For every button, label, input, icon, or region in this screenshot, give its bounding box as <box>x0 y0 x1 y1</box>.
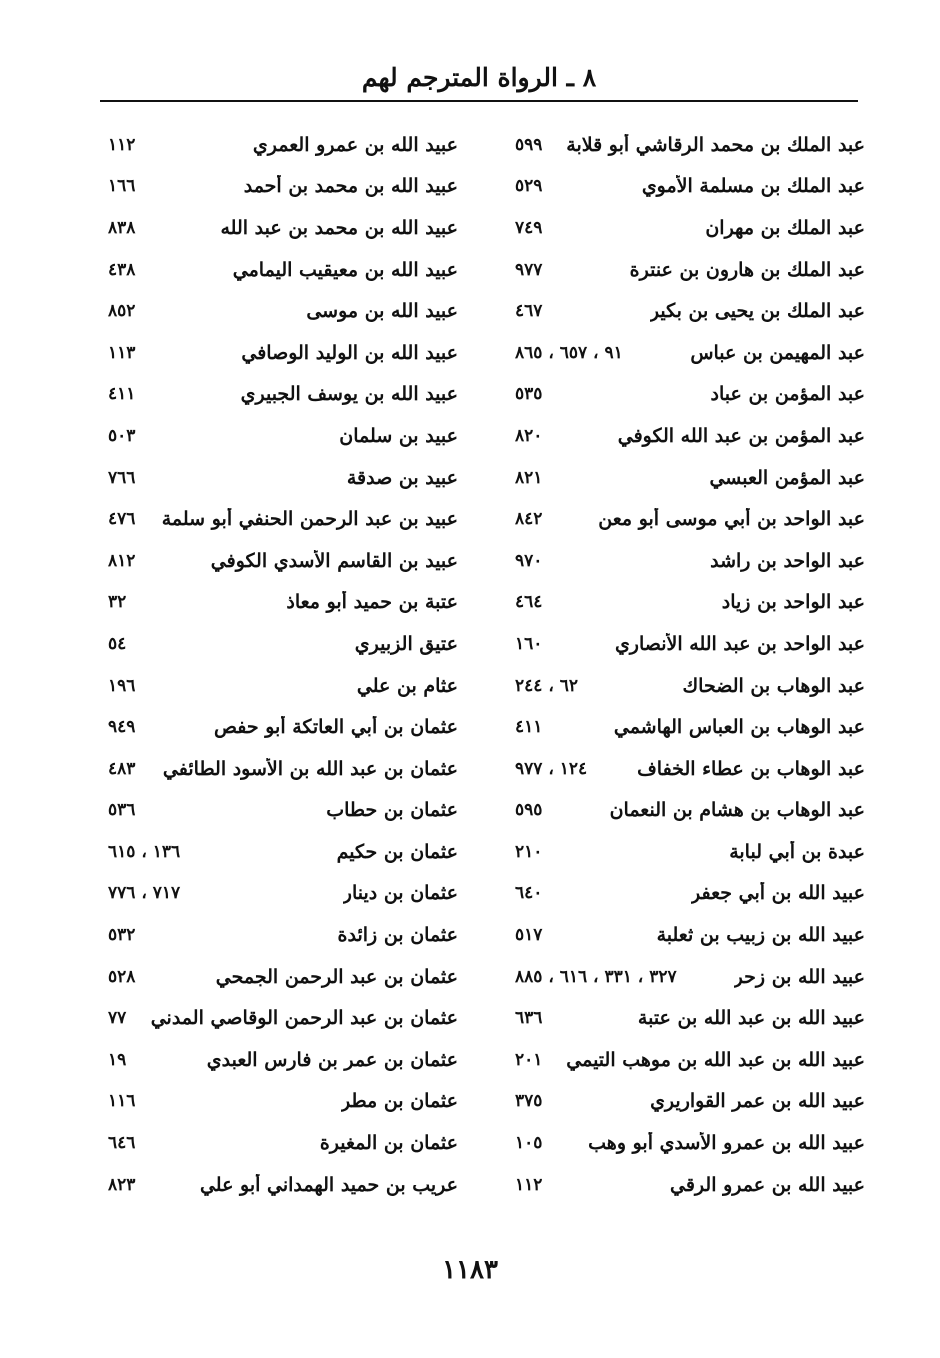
index-entry <box>108 374 458 416</box>
narrator-name: عبد الوهاب بن هشام بن النعمان <box>609 799 865 822</box>
page-references: ٨١٢ <box>108 550 136 571</box>
left-column <box>108 124 458 1205</box>
page-references: ٢١٠ <box>515 841 543 862</box>
page-references: ٥٣٦ <box>108 800 136 821</box>
index-entry <box>108 873 458 915</box>
narrator-name: عبد الملك بن محمد الرقاشي أبو قلابة <box>566 133 865 156</box>
page-references: ٤١١ <box>515 717 543 738</box>
page-references: ٥٩٩ <box>515 134 543 155</box>
index-entry <box>108 498 458 540</box>
index-entry <box>108 290 458 332</box>
index-entry <box>108 956 458 998</box>
narrator-name: عبد المؤمن بن عباد <box>710 383 865 406</box>
page-references: ٩٧٧ <box>515 259 543 280</box>
narrator-name: عبيد الله بن أبي جعفر <box>691 882 865 905</box>
page-references: ٥٩٥ <box>515 800 543 821</box>
page-references: ٨٢٠ <box>515 425 543 446</box>
narrator-name: عبد الواحد بن أبي موسى أبو معن <box>598 508 865 531</box>
narrator-name: عثمان بن حكيم <box>336 840 458 863</box>
index-entry <box>515 665 865 707</box>
narrator-name: عثمان بن زائدة <box>337 924 458 947</box>
index-entry <box>108 706 458 748</box>
index-entry <box>515 956 865 998</box>
index-entry <box>515 914 865 956</box>
page-references: ٨٤٢ <box>515 509 543 530</box>
narrator-name: عبيد الله بن يوسف الجبيري <box>240 383 458 406</box>
page-references: ٥٢٩ <box>515 176 543 197</box>
index-entry <box>515 790 865 832</box>
narrator-name: عريب بن حميد الهمداني أبو علي <box>199 1173 458 1196</box>
narrator-name: عثمان بن عمر بن فارس العبدي <box>206 1048 458 1071</box>
page-references: ٢٠١ <box>515 1049 543 1070</box>
narrator-name: عبد الوهاب بن الضحاك <box>682 674 865 697</box>
page-references: ٧١٧ ، ٧٧٦ <box>108 883 181 904</box>
index-entry <box>515 207 865 249</box>
page-references: ١٩٦ <box>108 675 136 696</box>
narrator-name: عتيق الزبيري <box>354 632 458 655</box>
page-references: ٩٧٠ <box>515 550 543 571</box>
index-entry <box>108 415 458 457</box>
page-references: ١٠٥ <box>515 1133 543 1154</box>
index-entry <box>515 290 865 332</box>
narrator-name: عبد المهيمن بن عباس <box>690 341 865 364</box>
index-entry <box>515 748 865 790</box>
index-entry <box>515 249 865 291</box>
page-references: ٣٧٥ <box>515 1091 543 1112</box>
index-entry <box>108 1164 458 1206</box>
page-references: ٦٤٦ <box>108 1133 136 1154</box>
index-entry <box>108 665 458 707</box>
narrator-name: عبدة بن أبي لبابة <box>729 840 865 863</box>
index-entry <box>108 748 458 790</box>
index-entry <box>515 166 865 208</box>
page-number: ١١٨٣ <box>442 1255 498 1285</box>
page-references: ٤٦٤ <box>515 592 543 613</box>
index-entry <box>108 249 458 291</box>
page-references: ٤٧٦ <box>108 509 136 530</box>
index-entry <box>108 997 458 1039</box>
page-references: ٥١٧ <box>515 925 543 946</box>
page-references: ٦٤٠ <box>515 883 543 904</box>
narrator-name: عبد المؤمن بن عبد الله الكوفي <box>617 424 865 447</box>
index-entry <box>515 623 865 665</box>
index-entry <box>108 1122 458 1164</box>
index-entry <box>515 873 865 915</box>
narrator-name: عبيد الله بن زبيب بن ثعلبة <box>656 924 865 947</box>
narrator-name: عبد الملك بن يحيى بن بكير <box>649 300 865 323</box>
narrator-name: عتبة بن حميد أبو معاذ <box>286 591 458 614</box>
narrator-name: عبد الوهاب بن عطاء الخفاف <box>637 757 865 780</box>
page-references: ٤٨٣ <box>108 758 136 779</box>
narrator-name: عبيد الله بن عمر القواريري <box>650 1090 865 1113</box>
narrator-name: عبد الواحد بن عبد الله الأنصاري <box>614 632 865 655</box>
narrator-name: عثمان بن عبد الرحمن الوقاصي المدني <box>150 1007 458 1030</box>
page-references: ٦٢ ، ٢٤٤ <box>515 675 578 696</box>
index-entry <box>515 457 865 499</box>
index-entry <box>515 582 865 624</box>
narrator-name: عثمان بن عبد الله بن الأسود الطائفي <box>162 757 458 780</box>
index-entry <box>108 540 458 582</box>
index-entry <box>515 831 865 873</box>
index-entry <box>515 1122 865 1164</box>
narrator-name: عبد الوهاب بن العباس الهاشمي <box>613 716 865 739</box>
narrator-name: عبيد الله بن الوليد الوصافي <box>241 341 458 364</box>
index-entry <box>515 1039 865 1081</box>
narrator-name: عبد الواحد بن زياد <box>721 591 865 614</box>
page-references: ١٦٦ <box>108 176 136 197</box>
index-entry <box>515 498 865 540</box>
page-references: ٥٣٥ <box>515 384 543 405</box>
narrator-name: عبد الملك بن مسلمة الأموي <box>641 175 865 198</box>
narrator-name: عثمان بن مطر <box>340 1090 458 1113</box>
index-entry <box>108 124 458 166</box>
page-references: ١١٢ <box>515 1174 543 1195</box>
page-references: ٨٢١ <box>515 467 543 488</box>
narrator-name: عثمان بن المغيرة <box>319 1132 458 1155</box>
narrator-name: عبيد الله بن معيقيب اليمامي <box>232 258 458 281</box>
page-references: ١١٦ <box>108 1091 136 1112</box>
page-references: ٤١١ <box>108 384 136 405</box>
narrator-name: عبيد بن عبد الرحمن الحنفي أبو سلمة <box>161 508 458 531</box>
page-references: ٨٥٢ <box>108 301 136 322</box>
index-entry <box>108 623 458 665</box>
narrator-name: عبد الملك بن هارون بن عنترة <box>629 258 865 281</box>
page-references: ٨٣٨ <box>108 217 136 238</box>
index-entry <box>108 207 458 249</box>
index-entry <box>108 457 458 499</box>
narrator-name: عبيد بن القاسم الأسدي الكوفي <box>210 549 458 572</box>
index-entry <box>515 1164 865 1206</box>
page-references: ٥٣٢ <box>108 925 136 946</box>
narrator-name: عثمان بن عبد الرحمن الجمحي <box>215 965 458 988</box>
index-entry <box>515 332 865 374</box>
page-references: ١٢٤ ، ٩٧٧ <box>515 758 588 779</box>
page-header <box>100 58 858 102</box>
narrator-name: عبد المؤمن العبسي <box>709 466 865 489</box>
page-references: ٧٤٩ <box>515 217 543 238</box>
page-references: ٥٤ <box>108 633 127 654</box>
index-entry <box>515 997 865 1039</box>
page-references: ٤٦٧ <box>515 301 543 322</box>
index-entry <box>108 166 458 208</box>
narrator-name: عثمان بن دينار <box>342 882 458 905</box>
page-references: ٦٣٦ <box>515 1008 543 1029</box>
page-references: ٣٢٧ ، ٣٣١ ، ٦١٦ ، ٨٨٥ <box>515 966 677 987</box>
page-references: ١٦٠ <box>515 633 543 654</box>
index-entry <box>515 415 865 457</box>
index-entry <box>515 540 865 582</box>
page-references: ١١٣ <box>108 342 136 363</box>
index-entry <box>515 374 865 416</box>
narrator-name: عثام بن علي <box>356 674 458 697</box>
narrator-name: عبيد بن سلمان <box>339 424 458 447</box>
right-column <box>515 124 865 1205</box>
narrator-name: عبيد الله بن محمد بن عبد الله <box>220 216 458 239</box>
index-entry <box>108 831 458 873</box>
narrator-name: عبيد الله بن موسى <box>306 300 458 323</box>
narrator-name: عبد الواحد بن راشد <box>710 549 865 572</box>
narrator-name: عبيد الله بن محمد بن أحمد <box>243 175 458 198</box>
narrator-name: عبيد الله بن عمرو الأسدي أبو وهب <box>588 1132 865 1155</box>
page-references: ٩١ ، ٦٥٧ ، ٨٦٥ <box>515 342 623 363</box>
page-references: ١٣٦ ، ٦١٥ <box>108 841 181 862</box>
narrator-name: عبيد الله بن عبد الله بن عتبة <box>637 1007 865 1030</box>
index-entry <box>515 1081 865 1123</box>
index-entry <box>108 790 458 832</box>
index-entry <box>108 332 458 374</box>
narrator-name: عبيد الله بن زحر <box>733 965 865 988</box>
page-references: ٧٧ <box>108 1008 127 1029</box>
index-entry <box>108 1081 458 1123</box>
page-references: ٨٢٣ <box>108 1174 136 1195</box>
narrator-name: عبيد الله بن عبد الله بن موهب التيمي <box>566 1048 865 1071</box>
index-entry <box>515 706 865 748</box>
page-references: ١٩ <box>108 1049 127 1070</box>
page-references: ٤٣٨ <box>108 259 136 280</box>
page-references: ٥٠٣ <box>108 425 136 446</box>
index-entry <box>108 914 458 956</box>
narrator-name: عثمان بن أبي العاتكة أبو حفص <box>213 716 458 739</box>
page-references: ٧٦٦ <box>108 467 136 488</box>
narrator-name: عثمان بن حطاب <box>326 799 458 822</box>
page-references: ٣٢ <box>108 592 127 613</box>
narrator-name: عبيد الله بن عمرو الرقي <box>670 1173 865 1196</box>
page-references: ٩٤٩ <box>108 717 136 738</box>
narrator-name: عبيد الله بن عمرو العمري <box>252 133 458 156</box>
index-entry <box>515 124 865 166</box>
index-entry <box>108 582 458 624</box>
page-references: ١١٢ <box>108 134 136 155</box>
narrator-name: عبيد بن صدقة <box>346 466 458 489</box>
narrator-name: عبد الملك بن مهران <box>705 216 865 239</box>
index-entry <box>108 1039 458 1081</box>
section-title: ٨ ـ الرواة المترجم لهم <box>361 63 597 92</box>
page-references: ٥٢٨ <box>108 966 136 987</box>
